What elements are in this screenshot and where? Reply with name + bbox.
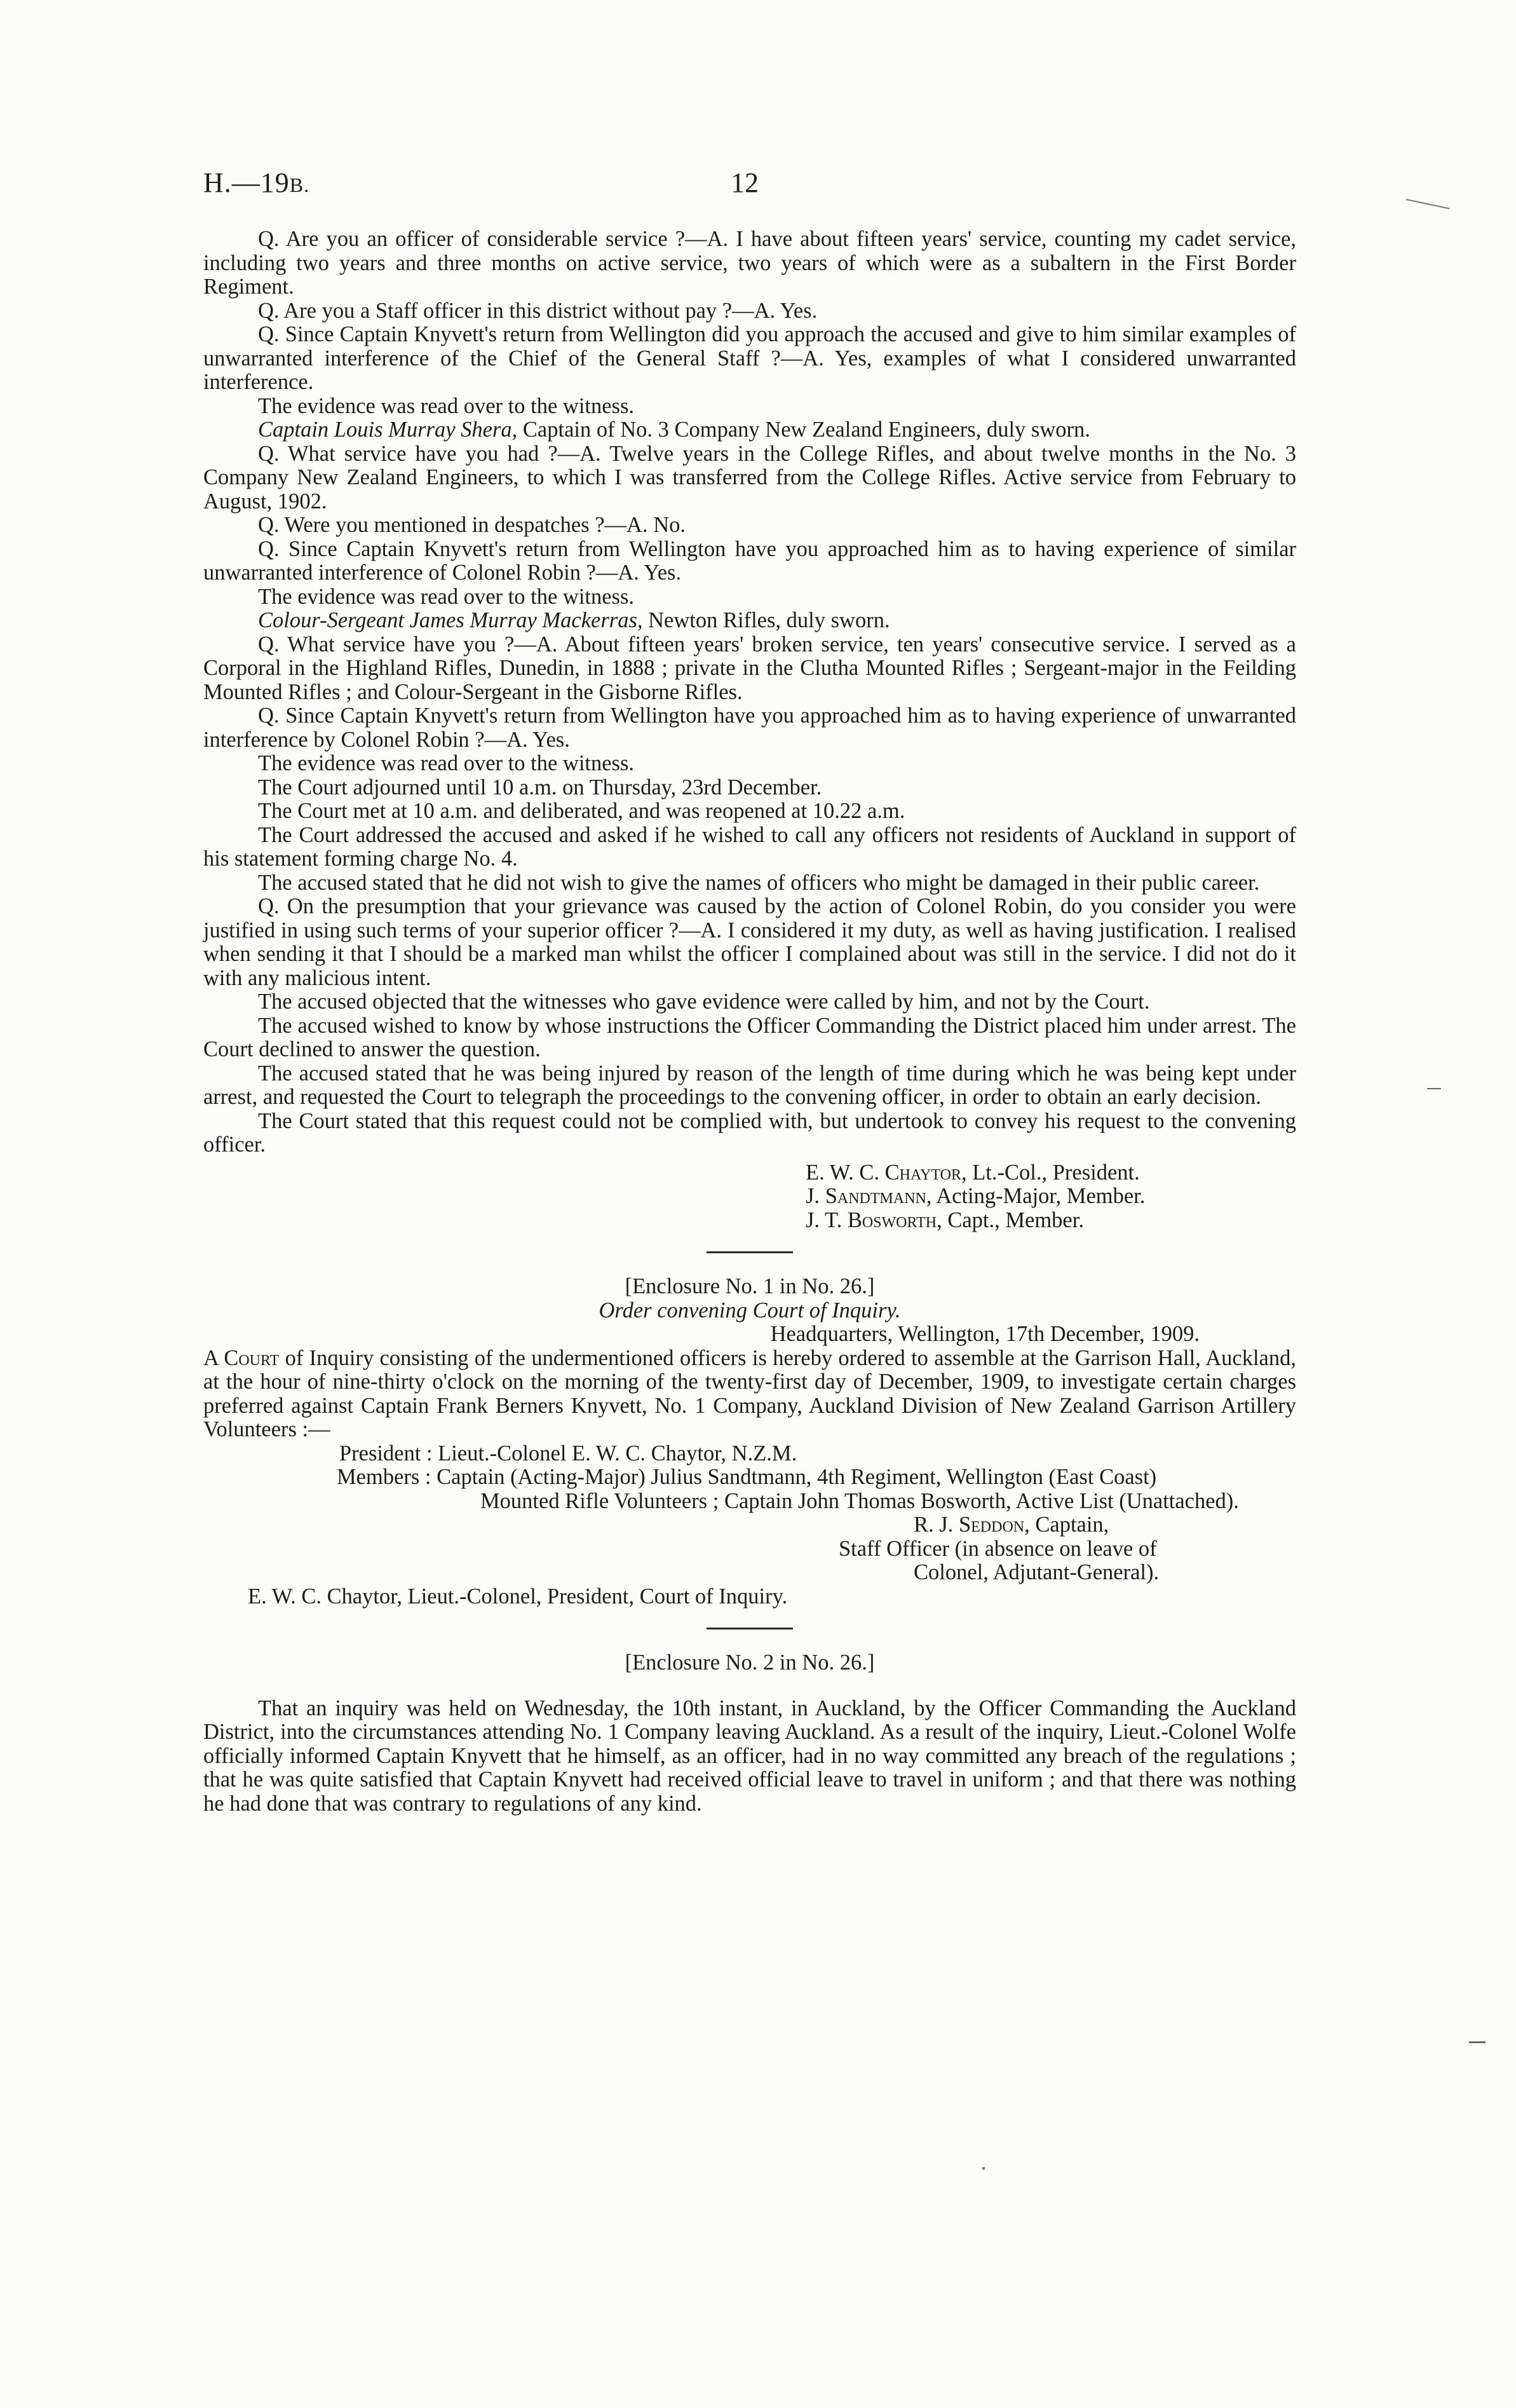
enclosure-2-heading: [Enclosure No. 2 in No. 26.]	[625, 1650, 875, 1675]
signature-line	[806, 1185, 1296, 1209]
scan-mark	[1427, 1088, 1441, 1089]
paragraph: Q. Are you an officer of considerable service ?—A. I have about fifteen years' service, counting my cadet service, including two years and three months on active service, two years of which were as a subaltern in the First Border Regiment.	[203, 227, 1296, 299]
paragraph: The accused objected that the witnesses who gave evidence were called by him, and not by the Court.	[258, 990, 1150, 1014]
paragraph: The accused wished to know by whose instructions the Officer Commanding the District placed him under arrest. The Court declined to answer the question.	[203, 1013, 1296, 1061]
paper-reference-main: H.—19	[203, 167, 290, 198]
enclosure-1-signer	[203, 1513, 1296, 1537]
signer-rank: , Captain,	[1024, 1513, 1109, 1537]
sig-rank: , Capt., Member.	[937, 1207, 1084, 1232]
paper-reference-suffix: B.	[289, 173, 310, 196]
paragraph: The evidence was read over to the witness.	[258, 584, 635, 609]
paper-reference	[203, 167, 309, 199]
enclosure-2-body: That an inquiry was held on Wednesday, the 10th instant, in Auckland, by the Officer Commanding the Auckland District, into the circumstances attending No. 1 Company leaving Auckland. As a result of the inquiry, Lieut.-Colonel Wolfe officially informed Captain Knyvett that he himself, as an officer, had in no way committed any breach of the regulations ; that he was quite satisfied that Captain Knyvett had received official leave to travel in uniform ; and that there was nothing he had done that was contrary to regulations of any kind.	[203, 1696, 1296, 1816]
sig-rank: , Lt.-Col., President.	[961, 1160, 1140, 1185]
enclosure-1-members	[203, 1466, 1296, 1513]
paragraph: The Court addressed the accused and asked if he wished to call any officers not residents of Auckland in support of his statement forming charge No. 4.	[203, 822, 1296, 871]
paragraph: The evidence was read over to the witness.	[258, 751, 635, 775]
witness-name: Captain Louis Murray Shera,	[258, 418, 518, 442]
signature-line	[806, 1161, 1296, 1185]
paragraph: Q. Were you mentioned in despatches ?—A. No.	[258, 513, 686, 537]
sig-surname: Bosworth	[847, 1207, 937, 1232]
enclosure-1-dateline: Headquarters, Wellington, 17th December, 1909.	[770, 1322, 1200, 1346]
enclosure-1-order	[203, 1347, 1296, 1442]
section-divider	[707, 1251, 793, 1253]
enclosure-1-heading: [Enclosure No. 1 in No. 26.]	[625, 1274, 875, 1298]
signature-block	[806, 1161, 1296, 1233]
members-line: Members : Captain (Acting-Major) Julius Sandtmann, 4th Regiment, Wellington (East Coast)	[337, 1465, 1157, 1489]
paragraph: The Court met at 10 a.m. and deliberated, and was reopened at 10.22 a.m.	[258, 799, 905, 823]
paragraph: Q. Are you a Staff officer in this district without pay ?—A. Yes.	[258, 298, 818, 323]
sig-initials: E. W. C.	[806, 1160, 885, 1185]
witness-sworn	[203, 418, 1296, 442]
enclosure-1-addressee: E. W. C. Chaytor, Lieut.-Colonel, President, Court of Inquiry.	[248, 1584, 788, 1609]
paragraph: Q. On the presumption that your grievance was caused by the action of Colonel Robin, do you consider you were justified in using such terms of your superior officer ?—A. I considered it my duty, as well as having justification. I realised when sending it that I should be a marked man whilst the officer I complained about was still in the service. I did not do it with any malicious intent.	[203, 894, 1296, 990]
scan-mark	[982, 2167, 985, 2170]
paragraph: The accused stated that he was being injured by reason of the length of time during which he was being kept under arrest, and requested the Court to telegraph the proceedings to the convening officer, in order to obtain an early decision.	[203, 1061, 1296, 1109]
sig-surname: Chaytor	[884, 1160, 961, 1185]
enclosure-1-president: President : Lieut.-Colonel E. W. C. Chaytor, N.Z.M.	[339, 1441, 797, 1466]
signer-surname: Seddon	[958, 1513, 1025, 1537]
order-lead: A Court	[203, 1345, 280, 1370]
sig-rank: , Acting-Major, Member.	[926, 1184, 1146, 1208]
enclosure-1-signer-title: Staff Officer (in absence on leave of	[839, 1536, 1157, 1561]
witness-sworn	[203, 609, 1296, 633]
witness-details: Captain of No. 3 Company New Zealand Engineers, duly sworn.	[517, 418, 1090, 442]
signature-line	[806, 1209, 1296, 1233]
sig-initials: J.	[806, 1184, 825, 1208]
order-body: of Inquiry consisting of the undermentioned officers is hereby ordered to assemble at the Garrison Hall, Auckland, at the hour of nine-thirty o'clock on the morning of the twenty-first day of December, 1909, to investigate certain charges preferred against Captain Frank Berners Knyvett, No. 1 Company, Auckland Division of New Zealand Garrison Artillery Volunteers :—	[203, 1345, 1296, 1441]
paragraph: The evidence was read over to the witness.	[258, 393, 635, 418]
members-line: Mounted Rifle Volunteers ; Captain John Thomas Bosworth, Active List (Unattached).	[480, 1488, 1239, 1513]
signer-initials: R. J.	[914, 1513, 959, 1537]
paragraph: Q. Since Captain Knyvett's return from Wellington did you approach the accused and give to him similar examples of unwarranted interference of the Chief of the General Staff ?—A. Yes, examples of what I considered unwarranted interference.	[203, 322, 1296, 394]
paragraph: Q. What service have you had ?—A. Twelve years in the College Rifles, and about twelve months in the No. 3 Company New Zealand Engineers, to which I was transferred from the College Rifles. Active service from February to August, 1902.	[203, 441, 1296, 514]
paragraph: The accused stated that he did not wish to give the names of officers who might be damaged in their public career.	[258, 870, 1260, 895]
scan-mark	[1469, 2041, 1486, 2043]
paragraph: Q. What service have you ?—A. About fifteen years' broken service, ten years' consecutive service. I served as a Corporal in the Highland Rifles, Dunedin, in 1888 ; private in the Clutha Mounted Rifles ; Sergeant-major in the Feilding Mounted Rifles ; and Colour-Sergeant in the Gisborne Rifles.	[203, 632, 1296, 704]
paragraph: Q. Since Captain Knyvett's return from Wellington have you approached him as to having experience of unwarranted interference by Colonel Robin ?—A. Yes.	[203, 704, 1296, 752]
paragraph: Q. Since Captain Knyvett's return from Wellington have you approached him as to having experience of similar unwarranted interference of Colonel Robin ?—A. Yes.	[203, 536, 1296, 585]
sig-initials: J. T.	[806, 1207, 848, 1232]
document-body	[203, 228, 1296, 1816]
paragraph: The Court adjourned until 10 a.m. on Thursday, 23rd December.	[258, 775, 822, 799]
enclosure-1-signer-title: Colonel, Adjutant-General).	[914, 1560, 1160, 1584]
sig-surname: Sandtmann	[825, 1184, 926, 1208]
witness-details: Newton Rifles, duly sworn.	[642, 608, 890, 632]
paragraph: The Court stated that this request could not be complied with, but undertook to convey his request to the convening officer.	[203, 1108, 1296, 1157]
section-divider	[707, 1628, 793, 1629]
page-number: 12	[731, 167, 759, 198]
scan-mark	[1406, 199, 1450, 210]
witness-name: Colour-Sergeant James Murray Mackerras,	[258, 608, 643, 632]
enclosure-1-subheading: Order convening Court of Inquiry.	[599, 1298, 901, 1323]
